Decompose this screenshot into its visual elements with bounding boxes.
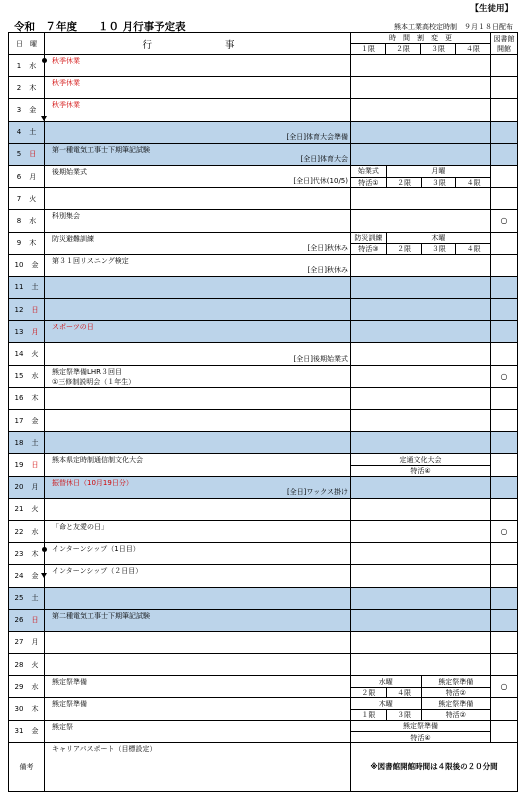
day-row: [9, 232, 518, 254]
date-cell: [9, 165, 45, 187]
period-3-header: ３限: [421, 44, 456, 55]
date-cell: [9, 365, 45, 387]
day-row: [9, 343, 518, 365]
date-cell: [9, 543, 45, 565]
remarks-row: [9, 742, 518, 791]
day-number: 2: [16, 83, 22, 92]
event-cell: [45, 609, 351, 631]
library-header: 図書館開館: [491, 33, 518, 55]
page-title: 令和 ７年度 １０ 月行事予定表: [14, 21, 186, 33]
weekday: 木: [31, 394, 39, 403]
schedule-change-cell: [351, 232, 491, 254]
day-row: [9, 299, 518, 321]
weekday: 土: [31, 594, 39, 603]
weekday: 日: [31, 305, 39, 314]
weekday: 月: [31, 327, 39, 336]
day-row: [9, 410, 518, 432]
library-open-cell: [491, 343, 518, 365]
arrow-autumn-break: [44, 60, 45, 120]
day-number: 13: [14, 327, 24, 336]
schedule-period-2: ２限: [386, 244, 422, 254]
weekday: 火: [31, 505, 39, 514]
schedule-period-2: ２限: [386, 178, 422, 188]
day-number: 18: [14, 438, 24, 447]
date-cell: [9, 587, 45, 609]
library-open-cell: [491, 587, 518, 609]
fulltime-note: [全日]体育大会準備: [286, 132, 348, 141]
event-cell: [45, 343, 351, 365]
day-row: [9, 631, 518, 653]
event-text: インターンシップ（２日目）: [52, 567, 143, 576]
library-open-cell: [491, 698, 518, 720]
library-open-cell: [491, 165, 518, 187]
day-row: [9, 55, 518, 77]
library-open-cell: [491, 188, 518, 210]
day-number: 28: [14, 660, 24, 669]
day-number: 22: [14, 527, 24, 536]
schedule-change-cell: [351, 188, 491, 210]
day-row: [9, 498, 518, 520]
schedule-period: 特活④: [410, 467, 431, 476]
library-open-cell: [491, 720, 518, 742]
event-text: 秋季休業: [52, 101, 80, 110]
library-open-cell: [491, 232, 518, 254]
event-text: スポーツの日: [52, 323, 94, 332]
weekday: 木: [31, 549, 39, 558]
library-open-cell: [491, 143, 518, 165]
event-cell: [45, 276, 351, 298]
day-row: [9, 698, 518, 720]
library-open-cell: [491, 454, 518, 476]
schedule-change-cell: [351, 476, 491, 498]
day-number: 8: [16, 216, 22, 225]
event-cell: [45, 77, 351, 99]
date-cell: [9, 720, 45, 742]
fulltime-note: [全日]体育大会: [300, 154, 348, 163]
day-row: [9, 432, 518, 454]
event-cell: [45, 654, 351, 676]
day-number: 1: [16, 61, 22, 70]
event-cell: [45, 476, 351, 498]
library-open-cell: [491, 520, 518, 542]
day-number: 10: [14, 261, 24, 270]
day-row: [9, 587, 518, 609]
weekday: 木: [29, 239, 37, 248]
schedule-change-cell: [351, 99, 491, 121]
event-text: 熊定祭: [52, 722, 73, 731]
event-text: 秋季休業: [52, 79, 80, 88]
schedule-change-cell: [351, 498, 491, 520]
remarks-label: 備考: [9, 742, 45, 791]
date-cell: [9, 210, 45, 232]
library-open-cell: [491, 121, 518, 143]
period-4-header: ４限: [456, 44, 491, 55]
weekday: 火: [31, 660, 39, 669]
weekday: 火: [29, 194, 37, 203]
day-row: [9, 143, 518, 165]
weekday: 土: [29, 128, 37, 137]
day-number: 14: [14, 350, 24, 359]
schedule-label: 防災訓練: [354, 233, 383, 242]
weekday: 金: [31, 727, 39, 736]
day-row: [9, 609, 518, 631]
schedule-change-cell: [351, 77, 491, 99]
date-cell: [9, 55, 45, 77]
schedule-period-4: ４限: [455, 244, 490, 254]
schedule-change-cell: [351, 365, 491, 387]
event-cell: [45, 165, 351, 187]
event-cell: [45, 121, 351, 143]
date-cell: [9, 520, 45, 542]
event-cell: [45, 232, 351, 254]
day-number: 26: [14, 616, 24, 625]
schedule-change-cell: [351, 343, 491, 365]
schedule-change-cell: [351, 121, 491, 143]
day-row: [9, 476, 518, 498]
day-number: 5: [16, 150, 22, 159]
day-number: 27: [14, 638, 24, 647]
weekday: 木: [31, 705, 39, 714]
date-cell: [9, 143, 45, 165]
schedule-change-cell: [351, 520, 491, 542]
library-open-cell: [491, 210, 518, 232]
date-cell: [9, 387, 45, 409]
fulltime-note: [全日]秋休み: [307, 265, 348, 274]
event-text: 第一種電気工事士下期筆記試験: [52, 145, 150, 154]
library-open-cell: [491, 609, 518, 631]
event-text: 後期始業式: [52, 167, 87, 176]
schedule-change-cell: [351, 410, 491, 432]
weekday: 水: [29, 61, 37, 70]
date-cell: [9, 299, 45, 321]
library-open-cell: [491, 543, 518, 565]
weekday: 水: [31, 372, 39, 381]
schedule-change-cell: [351, 587, 491, 609]
date-cell: [9, 276, 45, 298]
event-cell: [45, 210, 351, 232]
remarks-text: キャリアパスポート（目標設定）: [52, 744, 157, 753]
library-open-mark: ○: [500, 527, 508, 537]
event-cell: [45, 587, 351, 609]
date-cell: [9, 121, 45, 143]
library-open-cell: [491, 432, 518, 454]
day-number: 11: [14, 283, 24, 292]
schedule-change-cell: [351, 165, 491, 187]
event-cell: [45, 676, 351, 698]
schedule-change-cell: [351, 631, 491, 653]
schedule-label: 始業式: [357, 167, 379, 176]
date-cell: [9, 321, 45, 343]
day-row: [9, 454, 518, 476]
schedule-period-4: ４限: [455, 178, 490, 188]
day-number: 6: [16, 172, 22, 181]
day-row: [9, 654, 518, 676]
library-open-cell: [491, 365, 518, 387]
library-open-cell: [491, 410, 518, 432]
event-text: 防災避難訓練: [52, 234, 94, 243]
date-cell: [9, 565, 45, 587]
library-open-cell: [491, 299, 518, 321]
schedule-change-cell: [351, 654, 491, 676]
weekday: 日: [31, 616, 39, 625]
library-open-cell: [491, 565, 518, 587]
date-col-header: 日 曜: [9, 33, 45, 55]
arrow-internship: [44, 549, 45, 577]
schedule-day: 木曜: [378, 699, 393, 708]
event-text: 秋季休業: [52, 57, 80, 65]
period-1-header: １限: [351, 44, 386, 55]
schedule-change-cell: [351, 609, 491, 631]
day-number: 16: [14, 394, 24, 403]
schedule-change-cell: [351, 543, 491, 565]
day-number: 31: [14, 727, 24, 736]
day-number: 23: [14, 549, 24, 558]
library-open-cell: [491, 55, 518, 77]
schedule-period-1: 特活①: [358, 178, 379, 187]
event-cell: [45, 254, 351, 276]
fulltime-note: [全日]秋休み: [307, 243, 348, 252]
schedule-period-a: １限: [361, 711, 376, 720]
schedule-label: 熊定祭準備: [403, 721, 438, 730]
schedule-change-cell: [351, 299, 491, 321]
event-cell: [45, 188, 351, 210]
date-cell: [9, 631, 45, 653]
event-text: 第二種電気工事士下期筆記試験: [52, 611, 150, 620]
library-open-mark: ○: [500, 216, 508, 226]
schedule-period-c: 特活②: [421, 688, 491, 698]
schedule-change-cell: [351, 210, 491, 232]
day-number: 7: [16, 194, 22, 203]
library-open-cell: [491, 631, 518, 653]
event-cell: [45, 454, 351, 476]
schedule-change-cell: [351, 676, 491, 698]
event-text: 科別集会: [52, 212, 80, 221]
schedule-change-cell: [351, 143, 491, 165]
fulltime-note: [全日]代休(10/5): [293, 177, 348, 186]
schedule-period-b: ３限: [386, 710, 422, 720]
event-text: 振替休日（10月19日分）: [52, 478, 133, 487]
event-cell: [45, 299, 351, 321]
weekday: 月: [31, 483, 39, 492]
library-open-cell: [491, 99, 518, 121]
day-row: [9, 121, 518, 143]
day-row: [9, 254, 518, 276]
date-cell: [9, 698, 45, 720]
day-row: [9, 210, 518, 232]
day-number: 24: [14, 571, 24, 580]
event-text: 熊定祭準備: [52, 700, 87, 709]
event-cell: [45, 99, 351, 121]
library-note: ※図書館開館時間は４限後の２０分間: [351, 742, 518, 791]
date-cell: [9, 654, 45, 676]
day-number: 20: [14, 483, 24, 492]
library-open-mark: ○: [500, 682, 508, 692]
day-row: [9, 387, 518, 409]
date-cell: [9, 609, 45, 631]
event-text: 「命と友愛の日」: [52, 522, 108, 531]
weekday: 金: [29, 105, 37, 114]
library-open-cell: [491, 321, 518, 343]
library-open-cell: [491, 387, 518, 409]
event-text: 熊定祭準備: [52, 678, 87, 687]
schedule-period-1: 特活③: [358, 245, 379, 254]
day-row: [9, 565, 518, 587]
date-cell: [9, 410, 45, 432]
schedule-period-c: 特活②: [421, 710, 491, 720]
day-row: [9, 188, 518, 210]
day-number: 17: [14, 416, 24, 425]
day-number: 15: [14, 372, 24, 381]
day-number: 9: [16, 239, 22, 248]
date-cell: [9, 498, 45, 520]
event-cell: [45, 520, 351, 542]
library-open-cell: [491, 498, 518, 520]
date-cell: [9, 77, 45, 99]
day-row: [9, 77, 518, 99]
day-number: 25: [14, 594, 24, 603]
remarks-text-cell: [45, 742, 351, 791]
event-cell: [45, 321, 351, 343]
weekday: 金: [31, 416, 39, 425]
event-text: インターンシップ（1日目）: [52, 545, 140, 554]
day-row: [9, 99, 518, 121]
day-number: 30: [14, 705, 24, 714]
fulltime-note: [全日]後期始業式: [293, 354, 348, 363]
period-2-header: ２限: [386, 44, 421, 55]
day-row: [9, 520, 518, 542]
schedule-change-cell: [351, 321, 491, 343]
library-open-cell: [491, 476, 518, 498]
day-row: [9, 720, 518, 742]
date-cell: [9, 476, 45, 498]
event-cell: [45, 720, 351, 742]
schedule-change-cell: [351, 698, 491, 720]
date-cell: [9, 432, 45, 454]
date-cell: [9, 676, 45, 698]
day-number: 21: [14, 505, 24, 514]
library-open-mark: ○: [500, 371, 508, 381]
weekday: 日: [31, 460, 39, 469]
event-cell: [45, 387, 351, 409]
header-row: [9, 33, 518, 44]
schedule-label: 定通文化大会: [399, 455, 442, 464]
event-text: 第３１回リスニング検定: [52, 256, 129, 265]
schedule-period-3: ３限: [421, 244, 457, 254]
schedule-change-cell: [351, 254, 491, 276]
weekday: 木: [29, 83, 37, 92]
issuer-info: 熊本工業高校定時制 ９月１８日配布: [394, 23, 513, 31]
student-badge: 【生徒用】: [470, 4, 513, 14]
event-cell: [45, 543, 351, 565]
day-row: [9, 365, 518, 387]
weekday: 月: [29, 172, 37, 181]
weekday: 水: [31, 682, 39, 691]
event-cell: [45, 631, 351, 653]
weekday: 月: [31, 638, 39, 647]
schedule-change-cell: [351, 276, 491, 298]
schedule-change-cell: [351, 454, 491, 476]
library-open-cell: [491, 77, 518, 99]
library-open-cell: [491, 276, 518, 298]
fulltime-note: [全日]ワックス掛け: [286, 487, 348, 496]
event-cell: [45, 365, 351, 387]
day-number: 4: [16, 128, 22, 137]
schedule-change-cell: [351, 55, 491, 77]
schedule-change-cell: [351, 432, 491, 454]
event-cell: [45, 410, 351, 432]
event-cell: [45, 432, 351, 454]
event-cell: [45, 498, 351, 520]
library-open-cell: [491, 654, 518, 676]
day-number: 12: [14, 305, 24, 314]
date-cell: [9, 343, 45, 365]
schedule-change-cell: [351, 565, 491, 587]
day-row: [9, 543, 518, 565]
weekday: 水: [31, 527, 39, 536]
schedule-change-cell: [351, 720, 491, 742]
event-text: 熊定祭準備LHR３回目: [52, 367, 123, 376]
date-cell: [9, 454, 45, 476]
day-number: 3: [16, 105, 22, 114]
schedule-period: 特活④: [410, 733, 431, 742]
schedule-period-a: ２限: [361, 689, 376, 698]
weekday: 日: [29, 150, 37, 159]
weekday: 土: [31, 283, 39, 292]
event-cell: [45, 143, 351, 165]
day-row: [9, 276, 518, 298]
date-cell: [9, 232, 45, 254]
day-number: 19: [14, 460, 24, 469]
weekday: 金: [31, 571, 39, 580]
schedule-day: 木曜: [386, 233, 490, 244]
library-open-cell: [491, 676, 518, 698]
date-cell: [9, 188, 45, 210]
time-change-header: 時 間 割 変 更: [351, 33, 491, 44]
event-cell: [45, 698, 351, 720]
schedule-label: 熊定祭準備: [421, 698, 491, 709]
day-row: [9, 321, 518, 343]
schedule-change-cell: [351, 387, 491, 409]
weekday: 金: [31, 261, 39, 270]
schedule-period-b: ４限: [386, 688, 422, 698]
weekday: 水: [29, 216, 37, 225]
schedule-day: 月曜: [386, 166, 490, 177]
day-row: [9, 165, 518, 187]
schedule-day: 水曜: [378, 677, 393, 686]
event-text-2: ①三修制説明会（１年生）: [52, 377, 136, 386]
day-number: 29: [14, 682, 24, 691]
day-row: [9, 676, 518, 698]
schedule-label: 熊定祭準備: [421, 676, 491, 687]
weekday: 火: [31, 350, 39, 359]
schedule-table: [8, 32, 518, 792]
date-cell: [9, 99, 45, 121]
event-cell: [45, 55, 351, 77]
schedule-period-3: ３限: [421, 178, 457, 188]
event-col-header: 行 事: [45, 33, 351, 55]
date-cell: [9, 254, 45, 276]
event-cell: [45, 565, 351, 587]
library-open-cell: [491, 254, 518, 276]
event-text: 熊本県定時制通信制文化大会: [52, 456, 143, 465]
weekday: 土: [31, 438, 39, 447]
